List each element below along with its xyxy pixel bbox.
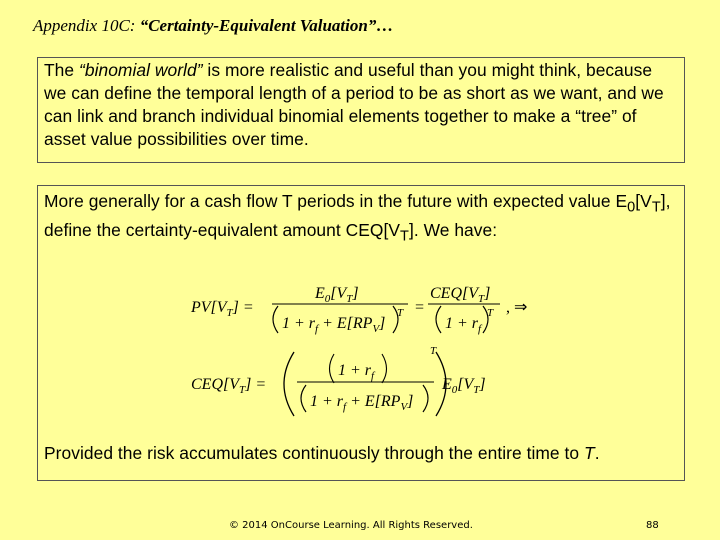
svg-text:=: = [414,299,425,316]
text-segment: The [44,60,79,80]
ceq-definition-box [37,185,685,481]
svg-text:T: T [430,345,437,357]
text-segment: [V [635,191,652,211]
binomial-world-text [38,58,684,151]
svg-text:E0[VT]: $E_0[V_T]$ [315,285,359,305]
risk-accumulation-text [44,442,600,465]
svg-text:, ⇒: , ⇒ [506,299,528,316]
svg-text:CEQ[VT] =: $CEQ[V_T]$ = [191,376,267,396]
text-segment: . [594,443,600,463]
svg-text:1 + rf + E[RPV]: $1 + r_f + E[RP_V]$ [310,393,414,413]
svg-text:1 + rf + E[RPV]: $1 + r_f + E[RP_V]$ [282,315,386,335]
slide-title [33,16,393,36]
time-variable: T [584,443,595,463]
svg-text:T: T [397,307,404,319]
svg-text:CEQ[VT]: $CEQ[V_T]$ [430,285,491,305]
text-segment: ]. We have: [408,220,498,241]
binomial-world-term: “binomial world” [79,60,203,80]
subscript: 0 [627,199,636,216]
pv-equation [190,285,527,335]
title-prefix: Appendix 10C: [33,16,140,35]
svg-text:1 + rf: $1 + r_f$ [338,362,375,382]
pv-ceq-equations [38,186,684,480]
ceq-equation [191,345,486,416]
svg-text:T: T [487,307,494,319]
text-segment: More generally for a cash flow T periods in the future with expected value E [44,191,628,211]
svg-text:E0[VT]: $E_0[V_T]$ [442,376,486,396]
text-segment: ], define the certainty-equivalent amount CEQ[V [44,191,671,241]
page-number: 88 [646,520,659,531]
text-segment: is more realistic and useful than you might think, because we can define the temporal length of a period to be as short as we want, and we can link and branch individual binomial elements together to make a “tree” of asset value possibilities over time. [44,60,664,149]
binomial-world-box [37,57,685,163]
svg-text:PV[VT] =: $PV[V_T]$ = [191,299,254,319]
subscript: T [400,228,409,245]
subscript: T [651,199,661,216]
title-main: “Certainty-Equivalent Valuation”… [139,16,394,35]
svg-text:1 + rf: $1 + r_f$ [445,315,482,335]
copyright-notice: © 2014 OnCourse Learning. All Rights Reserved. [229,520,473,531]
text-segment: Provided the risk accumulates continuously through the entire time to [44,443,584,463]
